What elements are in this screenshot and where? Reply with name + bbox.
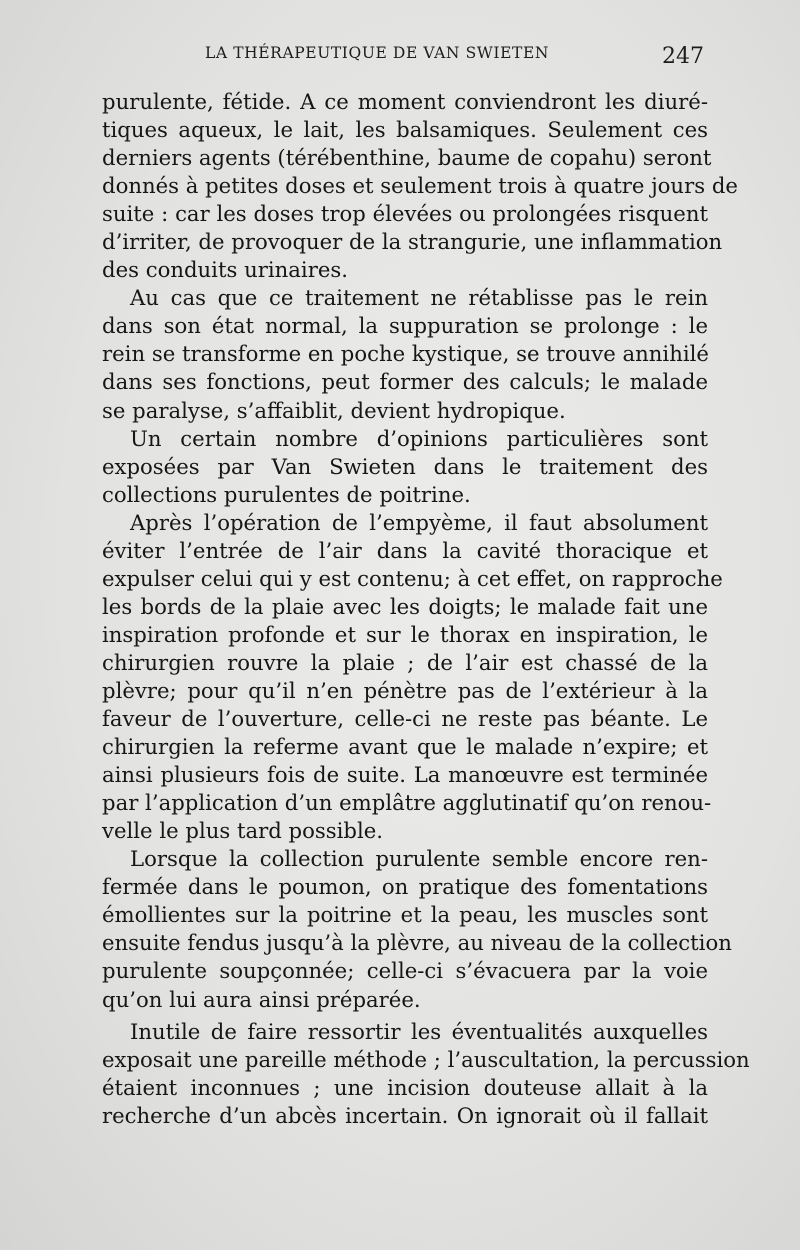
text-line: exposées par Van Swieten dans le traitement des — [102, 453, 708, 479]
text-line: donnés à petites doses et seulement trois à quatre jours de — [102, 173, 738, 199]
text-line: expulser celui qui y est contenu; à cet effet, on rapproche — [102, 565, 723, 591]
text-line: collections purulentes de poitrine. — [102, 481, 471, 507]
text-line: inspiration profonde et sur le thorax en inspiration, le — [102, 621, 708, 647]
text-line: se paralyse, s’affaiblit, devient hydropique. — [102, 397, 566, 423]
text-line: fermée dans le poumon, on pratique des fomentations — [102, 874, 708, 900]
text-line: derniers agents (térébenthine, baume de copahu) seront — [102, 145, 712, 171]
text-line: recherche d’un abcès incertain. On ignorait où il fallait — [102, 1102, 708, 1128]
paragraph-first-line: Inutile de faire ressortir les éventualités auxquelles — [130, 1018, 708, 1044]
text-line: rein se transforme en poche kystique, se trouve annihilé — [102, 341, 709, 367]
body-text — [102, 88, 750, 1130]
paragraph-first-line: Après l’opération de l’empyème, il faut absolument — [130, 509, 708, 535]
text-line: faveur de l’ouverture, celle-ci ne reste pas béante. Le — [102, 706, 708, 732]
text-line: chirurgien la referme avant que le malade n’expire; et — [102, 734, 708, 760]
text-line: ensuite fendus jusqu’à la plèvre, au niveau de la collection — [102, 930, 732, 956]
text-line: purulente soupçonnée; celle-ci s’évacuera par la voie — [102, 958, 708, 984]
text-line: velle le plus tard possible. — [102, 818, 384, 844]
text-line: d’irriter, de provoquer de la strangurie, une inflammation — [102, 229, 723, 255]
text-line: par l’application d’un emplâtre agglutinatif qu’on renou- — [102, 790, 712, 816]
text-line: chirurgien rouvre la plaie ; de l’air est chassé de la — [102, 649, 708, 675]
text-line: purulente, fétide. A ce moment conviendront les diuré- — [102, 89, 708, 114]
text-line: suite : car les doses trop élevées ou prolongées risquent — [102, 201, 708, 227]
text-line: tiques aqueux, le lait, les balsamiques. Seulement ces — [102, 117, 708, 143]
page-number: 247 — [662, 44, 704, 69]
paragraph-first-line: Lorsque la collection purulente semble encore ren- — [130, 846, 708, 872]
paragraph-first-line: Au cas que ce traitement ne rétablisse pas le rein — [130, 285, 708, 311]
text-line: exposait une pareille méthode ; l’auscultation, la percussion — [102, 1046, 750, 1072]
text-line: ainsi plusieurs fois de suite. La manœuvre est terminée — [102, 762, 708, 788]
text-line: dans ses fonctions, peut former des calculs; le malade — [102, 369, 708, 395]
paragraph-first-line: Un certain nombre d’opinions particulières sont — [130, 425, 708, 451]
text-line: émollientes sur la poitrine et la peau, les muscles sont — [102, 902, 708, 928]
text-line: plèvre; pour qu’il n’en pénètre pas de l’extérieur à la — [102, 677, 708, 703]
running-title: LA THÉRAPEUTIQUE DE VAN SWIETEN — [205, 44, 550, 62]
text-line: éviter l’entrée de l’air dans la cavité thoracique et — [102, 537, 708, 563]
text-line: des conduits urinaires. — [102, 257, 348, 283]
text-line: qu’on lui aura ainsi préparée. — [102, 986, 421, 1012]
text-line: dans son état normal, la suppuration se prolonge : le — [102, 313, 708, 339]
text-line: les bords de la plaie avec les doigts; le malade fait une — [102, 593, 708, 619]
text-line: étaient inconnues ; une incision douteuse allait à la — [102, 1074, 708, 1100]
